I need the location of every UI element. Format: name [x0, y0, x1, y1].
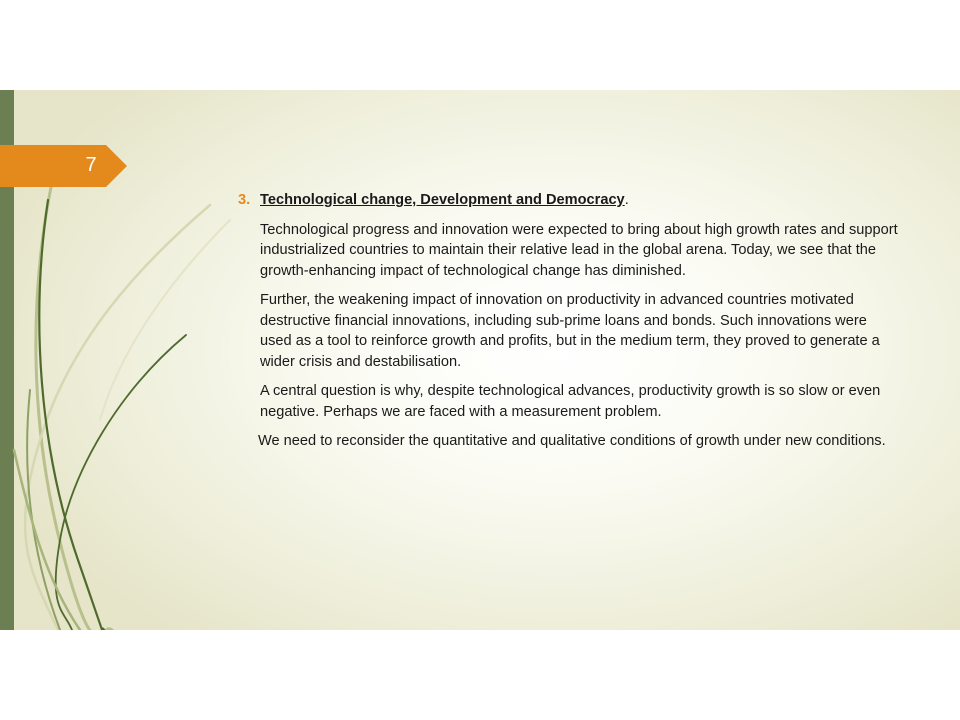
slide-number: 7 [85, 154, 97, 176]
heading-period: . [624, 192, 629, 208]
heading-line [260, 190, 629, 211]
heading-number: 3. [238, 192, 251, 208]
slide-content [238, 190, 898, 461]
paragraph: Further, the weakening impact of innovation on productivity in advanced countries motivated destructive financial innovations, including sub-prime loans and bonds. Such innovations were used as a tool to reinforce growth and profits, but in the medium term, they proved to generate a wider crisis and destabilisation. [260, 292, 880, 370]
paragraph: A central question is why, despite technological advances, productivity growth is so slow or even negative. Perhaps we are faced with a measurement problem. [260, 383, 881, 420]
slide [0, 90, 960, 630]
slide-number-tab [0, 145, 127, 187]
paragraph: We need to reconsider the quantitative and qualitative conditions of growth under new conditions. [258, 433, 886, 449]
paragraph: Technological progress and innovation were expected to bring about high growth rates and support industrialized countries to maintain their relative lead in the global arena. Today, we see that the growth-enhancing impact of technological change has diminished. [260, 221, 898, 279]
heading-text: Technological change, Development and Democracy [260, 192, 625, 208]
slide-heading [238, 190, 898, 211]
